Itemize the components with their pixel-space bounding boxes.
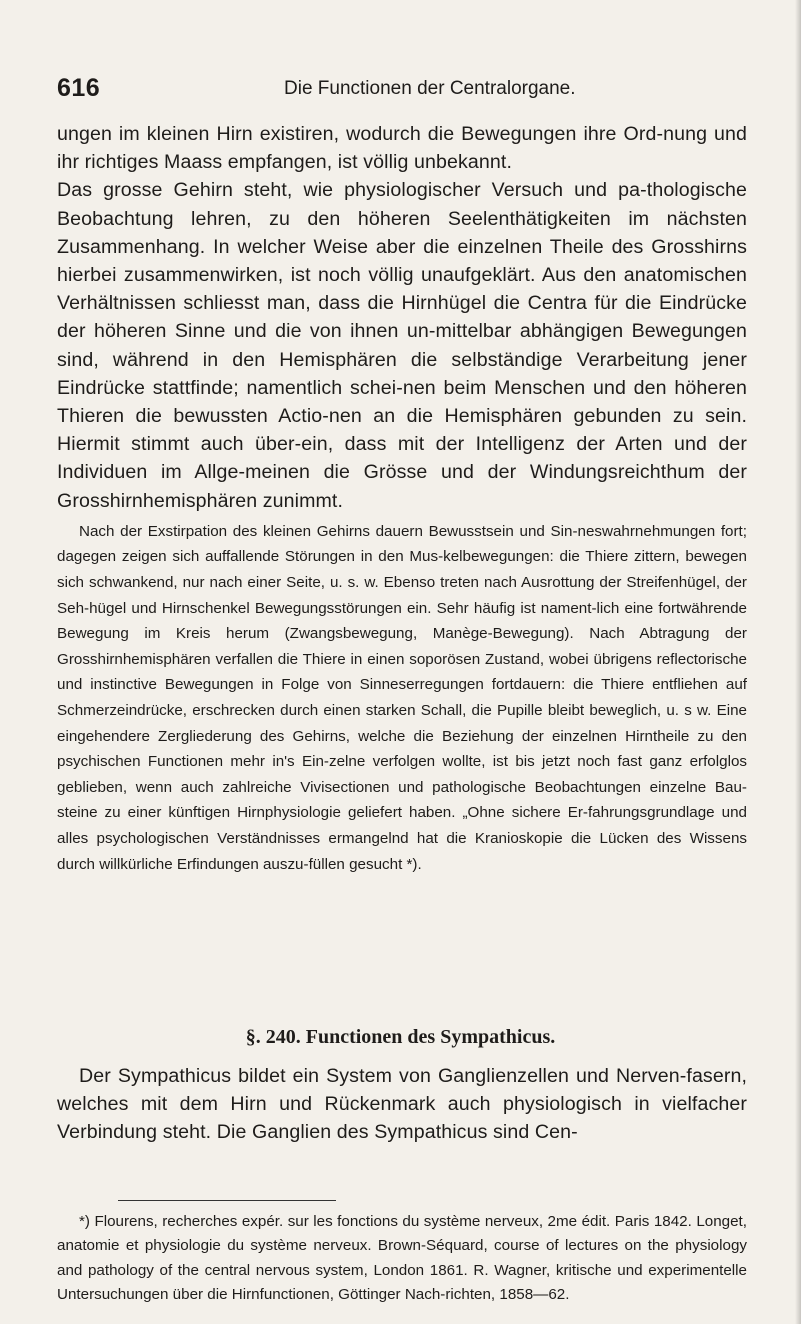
footnote: *) Flourens, recherches expér. sur les fonctions du système nerveux, 2me édit. Paris 1842. Longet, anatomie et physiologie du système nerveux. Brown-Séquard, course of lectures on the physiology and pathology of the central nervous system, London 1861. R. Wagner, kritische und experimentelle Untersuchungen über die Hirnfunctionen, Göttinger Nach-richten, 1858—62. — [57, 1213, 747, 1304]
paragraph-2: Das grosse Gehirn steht, wie physiologischer Versuch und pa-thologische Beobachtung lehren, zu den höheren Seelenthätigkeiten im nächsten Zusammenhang. In welcher Weise aber die einzelnen Theile des Grosshirns hierbei zusammenwirken, ist noch völlig unaufgeklärt. Aus den anatomischen Verhältnissen schliesst man, dass die Hirnhügel die Centra für die Eindrücke der höheren Sinne und die von ihnen un-mittelbar abhängigen Bewegungen sind, während in den Hemisphären die selbständige Verarbeitung jener Eindrücke stattfinde; namentlich schei-nen beim Menschen und den höheren Thieren die bewussten Actio-nen an die Hemisphären gebunden zu sein. Hiermit stimmt auch über-ein, dass mit der Intelligenz der Arten und der Individuen im Allge-meinen die Grösse und der Windungsreichthum der Grosshirnhemisphären zunimmt. — [57, 179, 747, 512]
footnote-divider — [118, 1200, 336, 1201]
page-edge-shadow — [795, 0, 801, 1324]
paragraph-small-print: Nach der Exstirpation des kleinen Gehirns dauern Bewusstsein und Sin-neswahrnehmungen fort; dagegen zeigen sich auffallende Störungen in den Mus-kelbewegungen: die Thiere zittern, bewegen sich schwankend, nur nach einer Seite, u. s. w. Ebenso treten nach Ausrottung der Streifenhügel, der Seh-hügel und Hirnschenkel Bewegungsstörungen ein. Sehr häufig ist nament-lich eine fortwährende Bewegung im Kreis herum (Zwangsbewegung, Manège-Bewegung). Nach Abtragung der Grosshirnhemisphären verfallen die Thiere in einen soporösen Zustand, wobei übrigens reflectorische und instinctive Bewegungen in Folge von Sinneserregungen fortdauern: die Thiere entfliehen auf Schmerzeindrücke, erschrecken durch einen starken Schall, die Pupille bleibt beweglich, u. s w. Eine eingehendere Zergliederung des Gehirns, welche die Beziehung der einzelnen Hirntheile zu den psychischen Functionen mehr in's Ein-zelne verfolgen wollte, ist bis jetzt noch fast ganz erfolglos geblieben, wenn auch zahlreiche Vivisectionen und pathologische Beobachtungen einzelne Bau-steine zu einer künftigen Hirnphysiologie geliefert haben. „Ohne sichere Er-fahrungsgrundlage und alles psychologischen Verständnisses ermangelnd hat die Kranioskopie die Lücken des Wissens durch willkürliche Erfindungen auszu-füllen gesucht *). — [57, 522, 747, 873]
paragraph-1: ungen im kleinen Hirn existiren, wodurch die Bewegungen ihre Ord-nung und ihr richtiges Maass empfangen, ist völlig unbekannt. — [57, 123, 747, 174]
main-text — [57, 120, 747, 877]
paragraph-4: Der Sympathicus bildet ein System von Ganglienzellen und Nerven-fasern, welches mit dem Hirn und Rückenmark auch physiologisch in vielfacher Verbindung steht. Die Ganglien des Sympathicus sind Cen- — [57, 1065, 747, 1144]
page-number: 616 — [57, 74, 101, 102]
section-heading: §. 240. Functionen des Sympathicus. — [245, 1026, 556, 1048]
section-text — [57, 1062, 747, 1147]
page-header — [57, 74, 747, 106]
running-title: Die Functionen der Centralorgane. — [284, 78, 576, 99]
